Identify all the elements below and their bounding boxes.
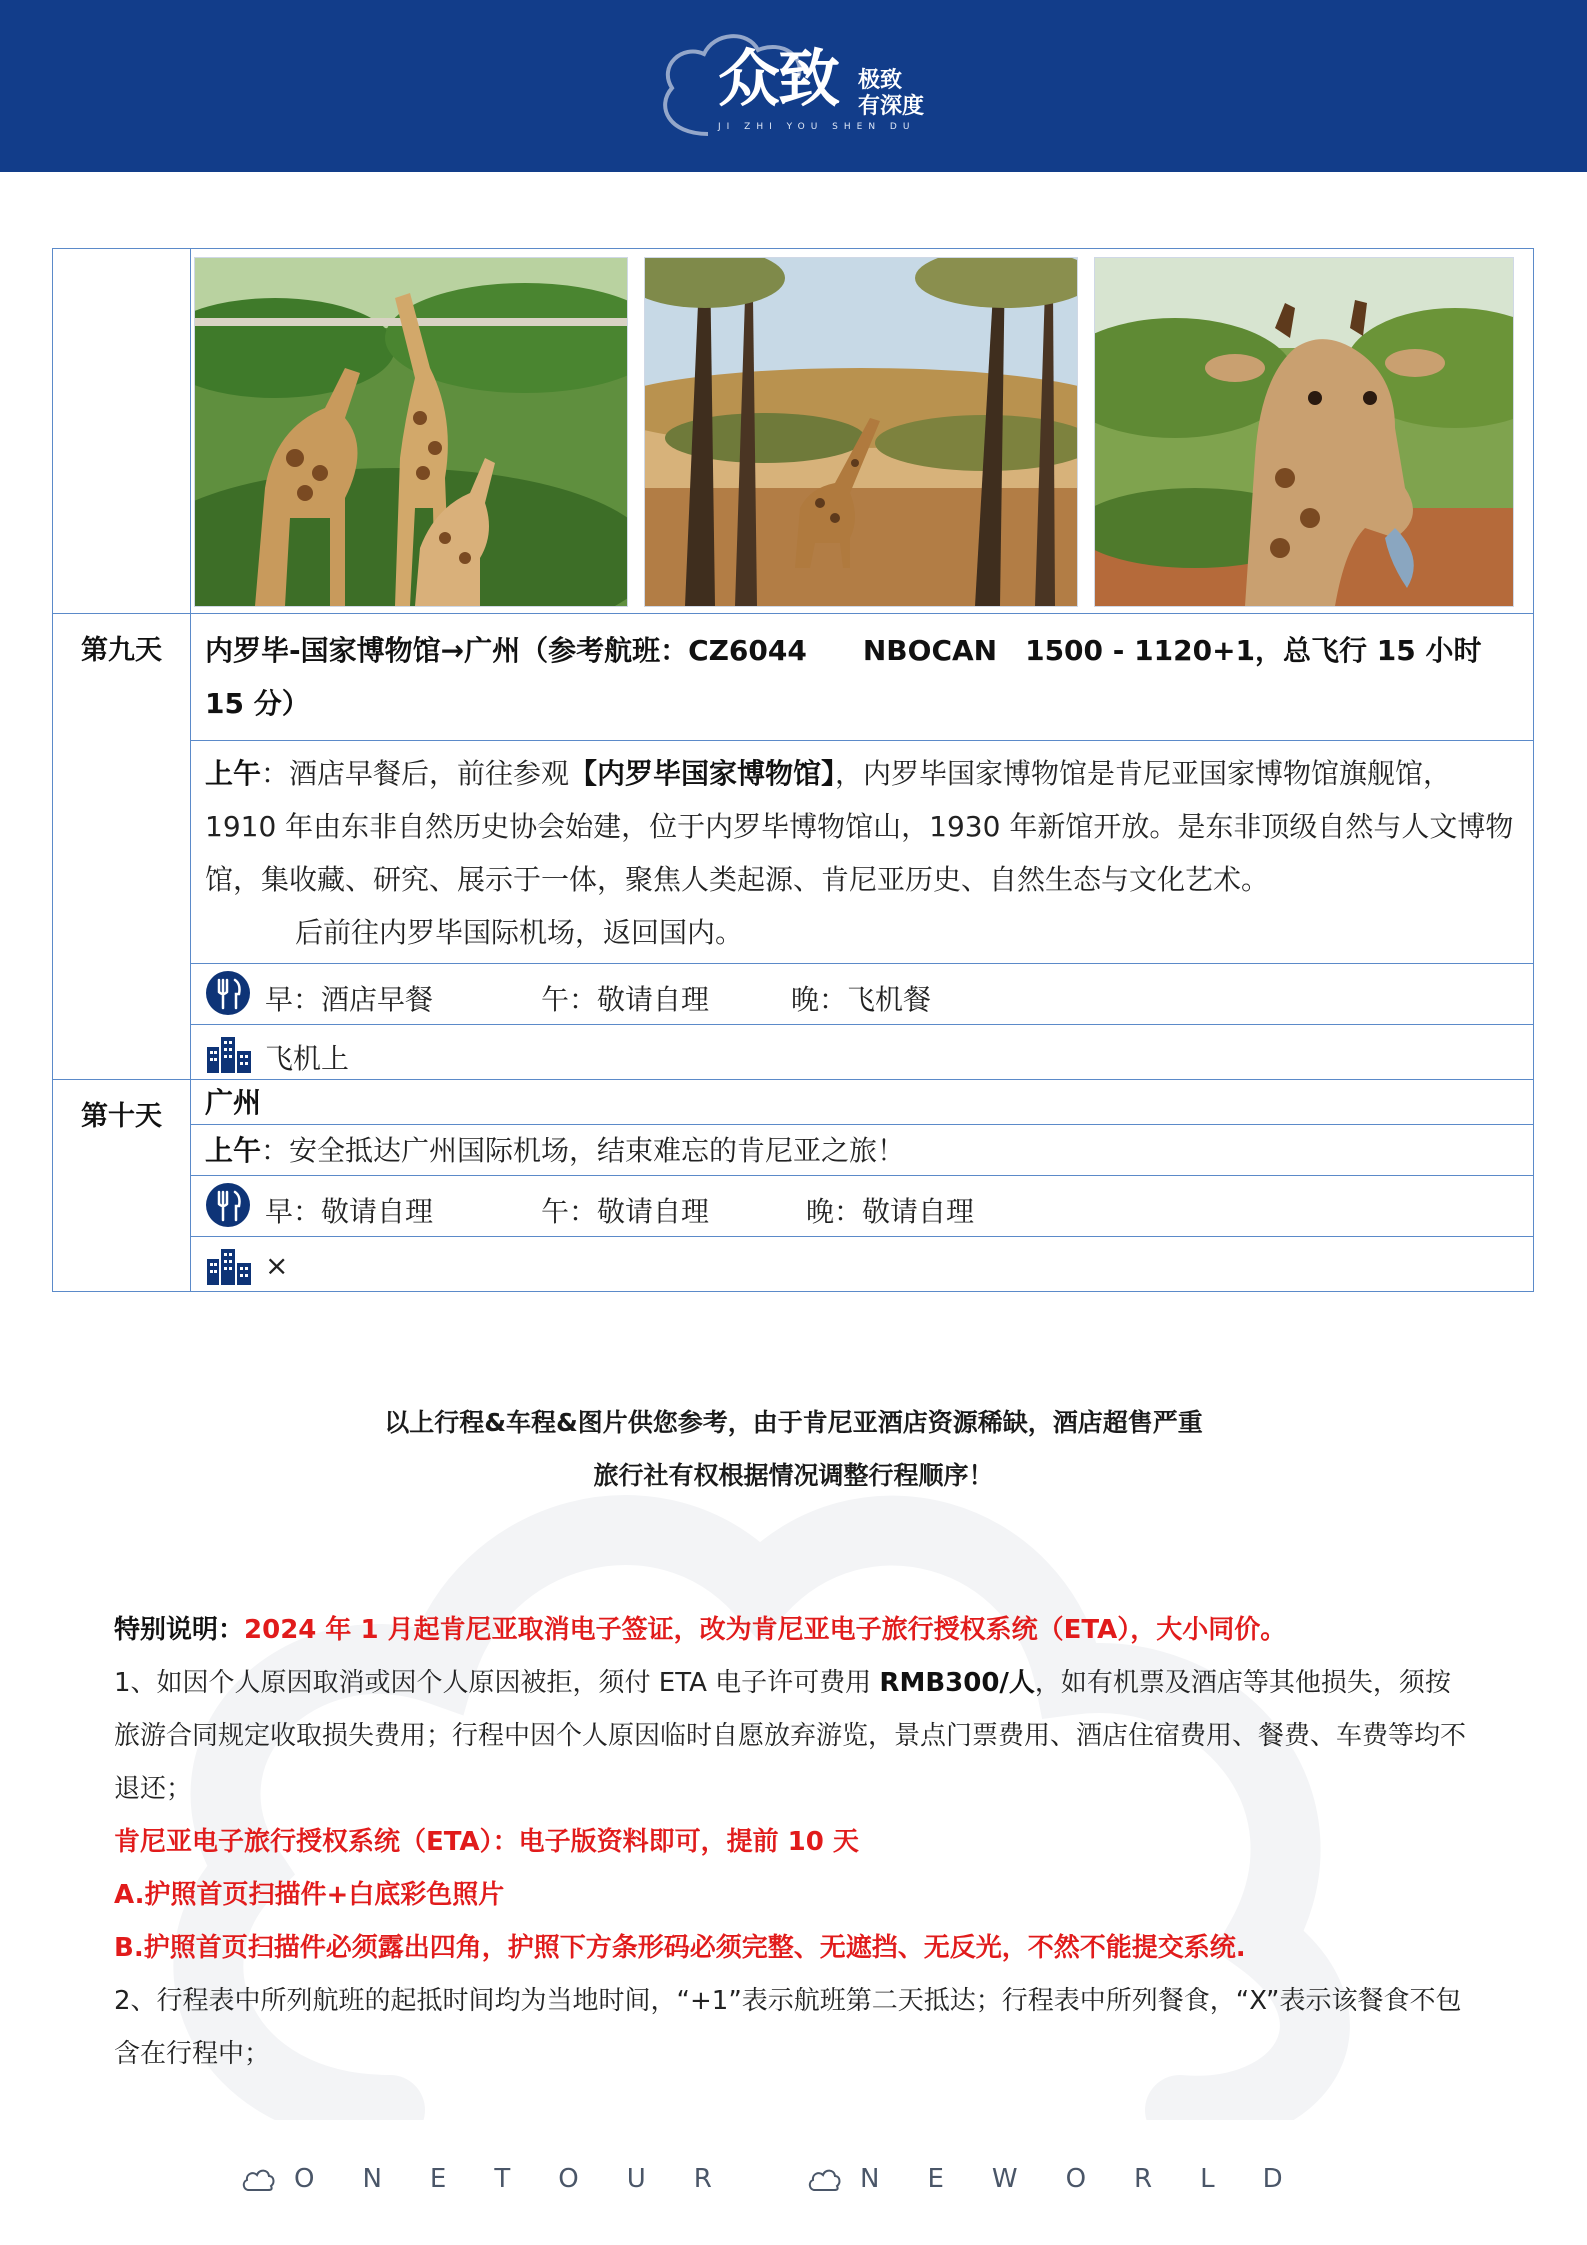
day9-am-text-2: 后前往内罗毕国际机场，返回国内。 — [295, 916, 744, 949]
day9-meals — [191, 964, 1533, 1024]
giraffe-photo-2 — [644, 257, 1078, 607]
day9-title: 内罗毕-国家博物馆→广州（参考航班：CZ6044 NBOCAN 1500 - 1120+1，总飞行 15 小时 15 分） — [205, 634, 1482, 720]
photo-cell — [191, 249, 1534, 614]
brand-pinyin: JI ZHI YOU SHEN DU — [718, 122, 916, 132]
giraffe-photo-3 — [1094, 257, 1514, 607]
footer-onetour — [240, 2164, 760, 2194]
day9-am-highlight: 【内罗毕国家博物馆】 — [569, 757, 836, 790]
utensils-icon — [205, 970, 251, 1016]
brand-slogan-line2: 有深度 — [858, 94, 925, 119]
day9-morning — [191, 741, 1533, 963]
giraffe-photo-1 — [194, 257, 628, 607]
day9-am-text-pre: ：酒店早餐后，前往参观 — [261, 757, 570, 790]
brand-logo — [648, 26, 948, 146]
footer-neworld — [806, 2164, 1331, 2194]
day10-meals — [191, 1176, 1533, 1236]
brand-slogan-line1: 极致 — [858, 68, 903, 93]
photo-day-cell — [53, 249, 191, 614]
day9-dinner: 晚：飞机餐 — [791, 983, 932, 1016]
special-notes — [114, 1604, 1474, 2081]
day10-title: 广州 — [205, 1086, 262, 1119]
footer-left-text: ONETOUR — [294, 2164, 760, 2194]
hotel-buildings-icon — [205, 1245, 253, 1285]
day9-am-label: 上午 — [205, 757, 262, 790]
requirement-b: B.护照首页扫描件必须露出四角，护照下方条形码必须完整、无遮挡、无反光，不然不能提交系统. — [114, 1933, 1246, 1963]
note-item-1 — [114, 1657, 1474, 1816]
itinerary-table — [52, 248, 1534, 1292]
day9-lunch: 午：敬请自理 — [541, 983, 710, 1016]
day10-morning — [191, 1125, 1533, 1175]
day10-hotel — [191, 1237, 1533, 1291]
day10-lunch: 午：敬请自理 — [541, 1195, 710, 1228]
note-item-2: 2、行程表中所列航班的起抵时间均为当地时间，“+1”表示航班第二天抵达；行程表中所列餐食，“X”表示该餐食不包含在行程中； — [114, 1986, 1462, 2069]
note-item-1-post: ，如有机票及酒店等其他损失，须按旅游合同规定收取损失费用；行程中因个人原因临时自愿放弃游览，景点门票费用、酒店住宿费用、餐费、车费等均不退还； — [114, 1668, 1467, 1804]
page-header — [0, 0, 1587, 172]
cloud-icon — [806, 2166, 842, 2192]
day10-am-label: 上午 — [205, 1134, 262, 1167]
day9-hotel — [191, 1025, 1533, 1079]
brand-slogan — [858, 68, 948, 120]
page-footer — [0, 2164, 1587, 2214]
cloud-icon — [240, 2166, 276, 2192]
day10-dinner: 晚：敬请自理 — [806, 1195, 975, 1228]
note-item-1-pre: 1、如因个人原因取消或因个人原因被拒，须付 ETA 电子许可费用 — [114, 1668, 880, 1698]
day9-hotel-text: 飞机上 — [265, 1042, 350, 1075]
special-note-label: 特别说明： — [114, 1615, 245, 1645]
special-note-text: 2024 年 1 月起肯尼亚取消电子签证，改为肯尼亚电子旅行授权系统（ETA），大小同价。 — [244, 1615, 1287, 1645]
note-item-1-fee: RMB300/人 — [879, 1668, 1035, 1698]
special-note-heading — [114, 1604, 1474, 1657]
requirement-a: A.护照首页扫描件+白底彩色照片 — [114, 1880, 505, 1910]
day9-am-text-post: ，内罗毕国家博物馆是肯尼亚国家博物馆旗舰馆，1910 年由东非自然历史协会始建，位于内罗毕博物馆山，1930 年新馆开放。是东非顶级自然与人文博物馆，集收藏、研究、展示于一体，聚焦人类起源、肯尼亚历史、自然生态与文化艺术。 — [205, 757, 1514, 896]
eta-line: 肯尼亚电子旅行授权系统（ETA）：电子版资料即可，提前 10 天 — [114, 1827, 859, 1857]
hotel-buildings-icon — [205, 1033, 253, 1073]
day10-am-text: ：安全抵达广州国际机场，结束难忘的肯尼亚之旅！ — [261, 1134, 906, 1167]
day10-breakfast: 早：敬请自理 — [265, 1195, 434, 1228]
notice-line-1: 以上行程&车程&图片供您参考，由于肯尼亚酒店资源稀缺，酒店超售严重 — [384, 1408, 1203, 1437]
brand-main-text: 众致 — [718, 42, 839, 115]
notice-line-2: 旅行社有权根据情况调整行程顺序！ — [593, 1461, 994, 1490]
day10-label: 第十天 — [53, 1080, 191, 1292]
notice-block — [0, 1396, 1587, 1502]
footer-right-text: NEWORLD — [860, 2164, 1331, 2194]
photo-strip — [191, 249, 1533, 613]
utensils-icon — [205, 1182, 251, 1228]
day9-label: 第九天 — [53, 614, 191, 1080]
day10-hotel-text: × — [265, 1249, 289, 1282]
day9-breakfast: 早：酒店早餐 — [265, 983, 434, 1016]
